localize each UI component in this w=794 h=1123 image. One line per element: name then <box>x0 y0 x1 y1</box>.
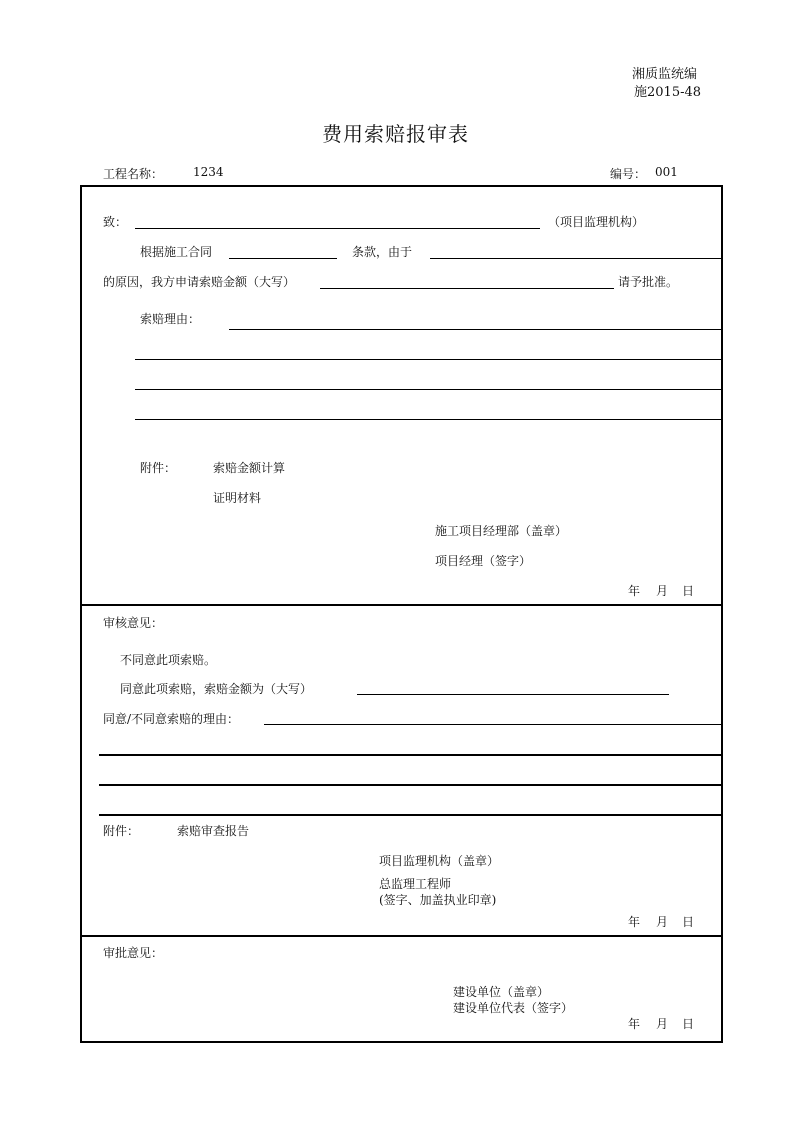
cause-line[interactable] <box>430 258 723 259</box>
page-title: 费用索赔报审表 <box>322 122 469 146</box>
supervisor-org-seal: 项目监理机构（盖章） <box>379 854 500 868</box>
claim-reason-line-1[interactable] <box>229 329 723 330</box>
approval-date-month: 月 <box>656 1017 669 1031</box>
review-date-day: 日 <box>682 915 695 929</box>
supervisor-org-label: （项目监理机构） <box>548 215 645 229</box>
clause-text: 条款，由于 <box>352 245 413 259</box>
request-approval-text: 请予批准。 <box>618 275 679 289</box>
owner-seal: 建设单位（盖章） <box>453 985 550 999</box>
contract-clause-line[interactable] <box>229 258 337 259</box>
form-number-label: 编号： <box>610 167 647 181</box>
owner-representative-signature: 建设单位代表（签字） <box>453 1001 574 1015</box>
section-divider-1 <box>80 604 723 606</box>
date-year: 年 <box>628 584 641 598</box>
to-recipient-line[interactable] <box>135 228 540 229</box>
approval-date-year: 年 <box>628 1017 641 1031</box>
claim-reason-line-4[interactable] <box>135 419 723 420</box>
contract-prefix: 根据施工合同 <box>140 245 213 259</box>
approved-amount-line[interactable] <box>357 694 669 695</box>
form-code-line1: 湘质监统编 <box>632 67 698 82</box>
chief-engineer-note: (签字、加盖执业印章) <box>379 893 497 907</box>
review-reason-line-2[interactable] <box>99 754 723 756</box>
approval-label: 审批意见： <box>103 946 164 960</box>
contractor-dept-seal: 施工项目经理部（盖章） <box>435 524 568 538</box>
project-name-value: 1234 <box>193 165 224 179</box>
claim-amount-prefix: 的原因，我方申请索赔金额（大写） <box>103 275 296 289</box>
review-date-year: 年 <box>628 915 641 929</box>
claim-reason-label: 索赔理由： <box>140 312 201 326</box>
to-label: 致： <box>103 215 128 229</box>
review-attachment-label: 附件： <box>103 824 140 838</box>
form-code-line2: 施2015-48 <box>634 85 702 100</box>
approval-date-day: 日 <box>682 1017 695 1031</box>
claim-amount-line[interactable] <box>320 288 614 289</box>
attachment-claim-calculation: 索赔金额计算 <box>213 461 286 475</box>
project-name-label: 工程名称： <box>103 167 164 181</box>
date-month: 月 <box>656 584 669 598</box>
form-number-value: 001 <box>655 165 678 179</box>
date-day: 日 <box>682 584 695 598</box>
attachment-supporting-docs: 证明材料 <box>213 491 262 505</box>
review-report-attachment: 索赔审查报告 <box>177 824 250 838</box>
review-label: 审核意见： <box>103 616 164 630</box>
agree-option: 同意此项索赔，索赔金额为（大写） <box>120 682 313 696</box>
disagree-option: 不同意此项索赔。 <box>120 653 217 667</box>
review-reason-label: 同意/不同意索赔的理由： <box>103 712 240 726</box>
review-reason-line-3[interactable] <box>99 784 723 786</box>
section-divider-2 <box>80 935 723 937</box>
review-reason-line-1[interactable] <box>264 724 723 725</box>
review-date-month: 月 <box>656 915 669 929</box>
claim-reason-line-2[interactable] <box>135 359 723 360</box>
review-reason-line-4[interactable] <box>99 814 723 816</box>
attachment-label: 附件： <box>140 461 177 475</box>
claim-reason-line-3[interactable] <box>135 389 723 390</box>
project-manager-signature: 项目经理（签字） <box>435 554 532 568</box>
chief-engineer-label: 总监理工程师 <box>379 877 452 891</box>
